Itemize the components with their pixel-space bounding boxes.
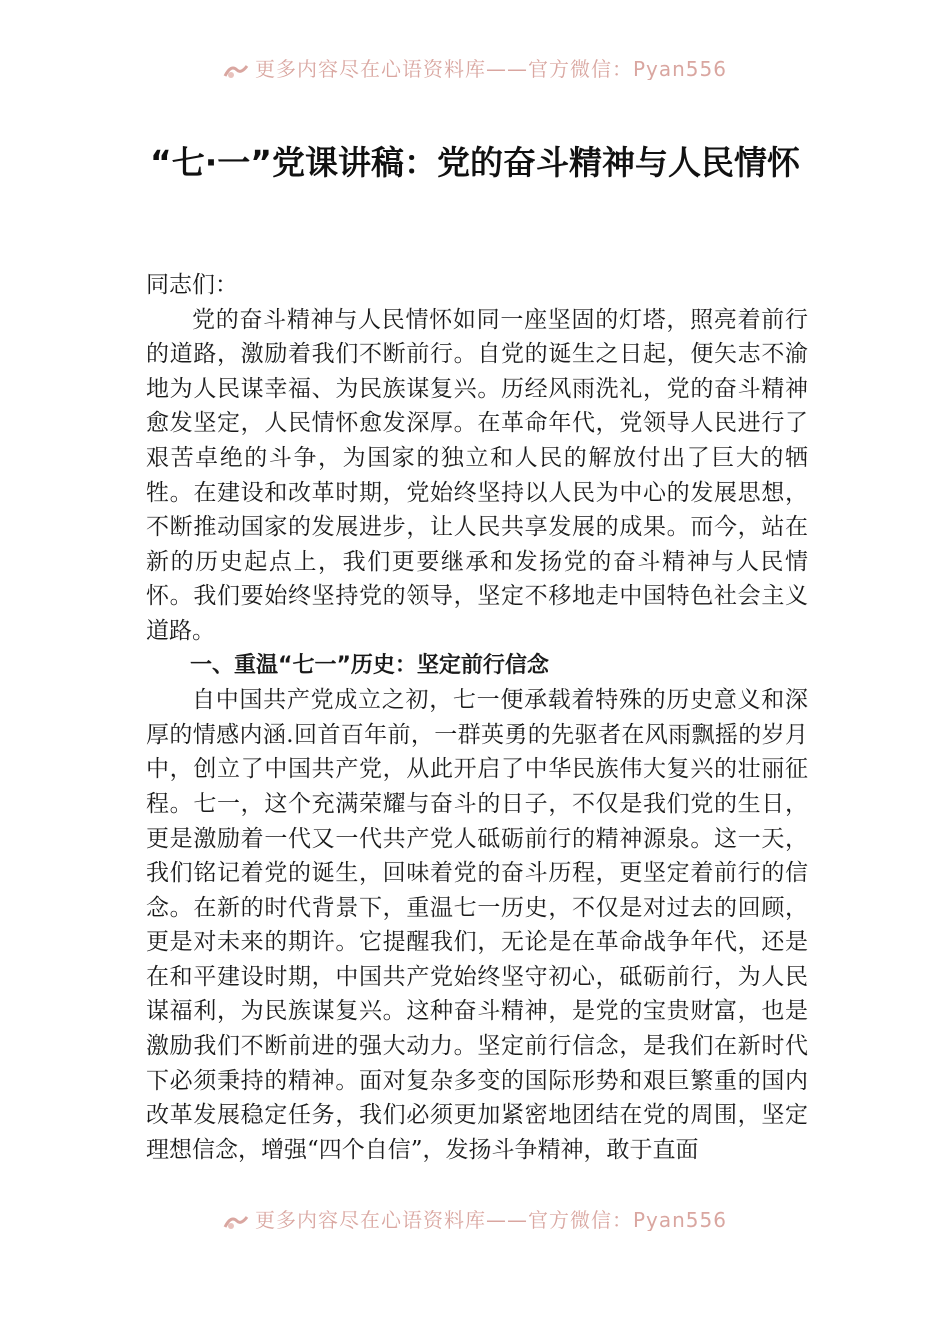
paragraph-intro: 党的奋斗精神与人民情怀如同一座坚固的灯塔，照亮着前行的道路，激励着我们不断前行。自党的诞生之日起，便矢志不渝地为人民谋幸福、为民族谋复兴。历经风雨洗礼，党的奋斗精神愈发坚定，人民情怀愈发深厚。在革命年代，党领导人民进行了艰苦卓绝的斗争，为国家的独立和人民的解放付出了巨大的牺牲。在建设和改革时期，党始终坚持以人民为中心的发展思想，不断推动国家的发展进步，让人民共享发展的成果。而今，站在新的历史起点上，我们更要继承和发扬党的奋斗精神与人民情怀。我们要始终坚持党的领导，坚定不移地走中国特色社会主义道路。 bbox=[146, 306, 808, 644]
watermark-header bbox=[0, 58, 950, 80]
watermark-text: 更多内容尽在心语资料库——官方微信：Pyan556 bbox=[254, 1209, 727, 1231]
document-body bbox=[146, 268, 808, 1167]
paragraph-section1: 自中国共产党成立之初，七一便承载着特殊的历史意义和深厚的情感内涵.回首百年前，一群英勇的先驱者在风雨飘摇的岁月中，创立了中国共产党，从此开启了中华民族伟大复兴的壮丽征程。七一，这个充满荣耀与奋斗的日子，不仅是我们党的生日，更是激励着一代又一代共产党人砥砺前行的精神源泉。这一天，我们铭记着党的诞生，回味着党的奋斗历程，更坚定着前行的信念。在新的时代背景下，重温七一历史，不仅是对过去的回顾，更是对未来的期许。它提醒我们，无论是在革命战争年代，还是在和平建设时期，中国共产党始终坚守初心，砥砺前行，为人民谋福利，为民族谋复兴。这种奋斗精神，是党的宝贵财富，也是激励我们不断前进的强大动力。坚定前行信念，是我们在新时代下必须秉持的精神。面对复杂多变的国际形势和艰巨繁重的国内改革发展稳定任务，我们必须更加紧密地团结在党的周围，坚定理想信念，增强“四个自信”，发扬斗争精神，敢于直面 bbox=[146, 687, 808, 1163]
watermark-footer bbox=[0, 1209, 950, 1231]
watermark-text: 更多内容尽在心语资料库——官方微信：Pyan556 bbox=[254, 58, 727, 80]
section-heading: 一、重温“七一”历史：坚定前行信念 bbox=[190, 652, 549, 678]
greeting: 同志们： bbox=[146, 272, 238, 298]
document-title: “七·一”党课讲稿：党的奋斗精神与人民情怀 bbox=[150, 143, 800, 182]
logo-icon bbox=[223, 62, 249, 80]
logo-icon bbox=[223, 1213, 249, 1231]
